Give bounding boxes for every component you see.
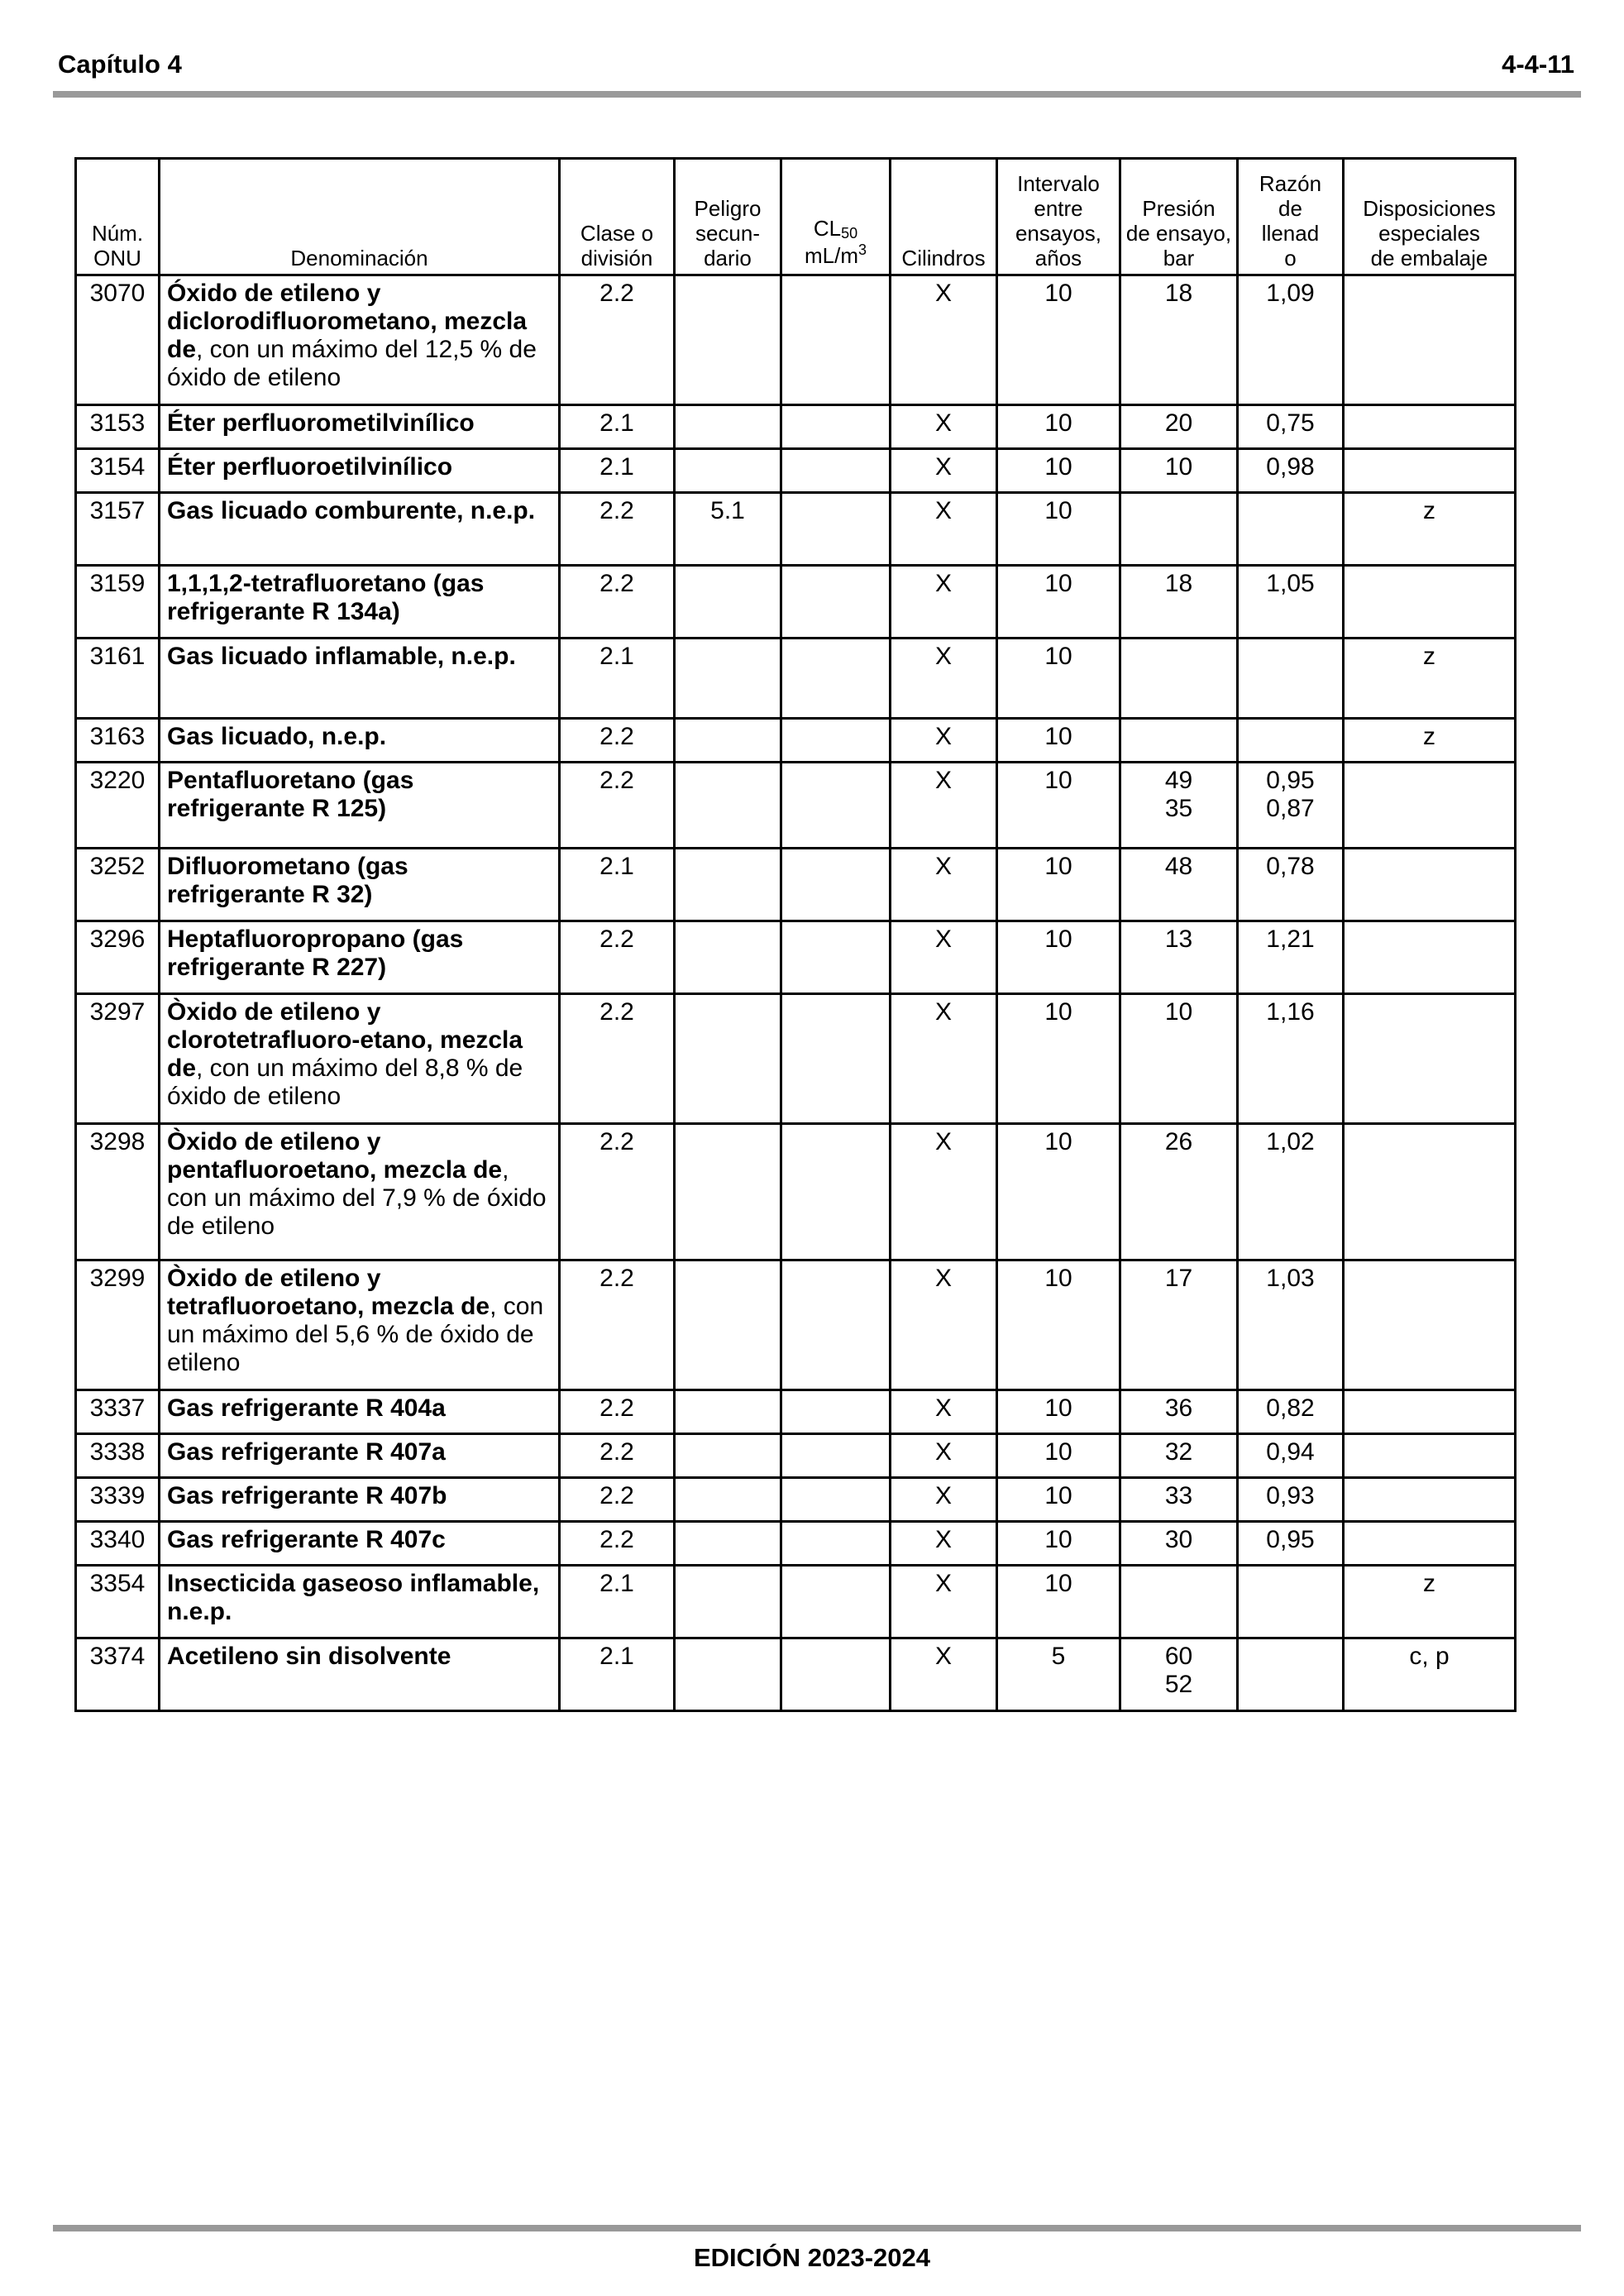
- filling-ratio-cell: 0,75: [1238, 405, 1344, 449]
- lc50-cell: [781, 275, 891, 405]
- special-provisions-cell: [1344, 566, 1516, 639]
- denomination-bold: Òxido de etileno y clorotetrafluoro-etano, mezcla de: [167, 998, 523, 1082]
- denomination-bold: Òxido de etileno y pentafluoroetano, mezcla de: [167, 1128, 503, 1184]
- cl50-subscript: 50: [841, 225, 858, 242]
- lc50-cell: [781, 1434, 891, 1478]
- table-row: [76, 493, 1516, 566]
- class-cell: 2.2: [560, 719, 675, 763]
- subsidiary-hazard-cell: [675, 1390, 781, 1434]
- col-header-presion: Presión de ensayo, bar: [1120, 159, 1238, 275]
- filling-ratio-cell: 1,09: [1238, 275, 1344, 405]
- table-row: [76, 405, 1516, 449]
- lc50-cell: [781, 1566, 891, 1638]
- denomination-cell: [160, 1260, 560, 1390]
- test-interval-cell: 10: [997, 1260, 1120, 1390]
- test-pressure-cell: 36: [1120, 1390, 1238, 1434]
- denomination-bold: Gas refrigerante R 407a: [167, 1438, 446, 1466]
- lc50-cell: [781, 1260, 891, 1390]
- denomination-bold: Pentafluoretano (gas refrigerante R 125): [167, 767, 414, 822]
- table-row: [76, 719, 1516, 763]
- gas-table: [74, 157, 1517, 1712]
- test-interval-cell: 10: [997, 719, 1120, 763]
- test-pressure-cell: 26: [1120, 1124, 1238, 1260]
- lc50-cell: [781, 849, 891, 921]
- denomination-bold: Gas licuado comburente, n.e.p.: [167, 497, 536, 524]
- lc50-cell: [781, 1478, 891, 1522]
- denomination-cell: [160, 1124, 560, 1260]
- lc50-cell: [781, 1638, 891, 1711]
- table-row: [76, 763, 1516, 849]
- denomination-cell: [160, 994, 560, 1124]
- special-provisions-cell: [1344, 1390, 1516, 1434]
- cylinders-cell: X: [891, 1390, 997, 1434]
- denomination-cell: [160, 449, 560, 493]
- special-provisions-cell: z: [1344, 639, 1516, 719]
- denomination-cell: [160, 566, 560, 639]
- cylinders-cell: X: [891, 449, 997, 493]
- denomination-rest: , con un máximo del 8,8 % de óxido de etileno: [167, 1055, 523, 1110]
- special-provisions-cell: [1344, 1434, 1516, 1478]
- subsidiary-hazard-cell: [675, 719, 781, 763]
- subsidiary-hazard-cell: [675, 1124, 781, 1260]
- filling-ratio-cell: 0,98: [1238, 449, 1344, 493]
- table-header-row: [76, 159, 1516, 275]
- subsidiary-hazard-cell: [675, 1566, 781, 1638]
- table-body: [76, 275, 1516, 1711]
- denomination-bold: Gas refrigerante R 407b: [167, 1482, 447, 1509]
- test-interval-cell: 10: [997, 994, 1120, 1124]
- un-number-cell: 3354: [76, 1566, 160, 1638]
- denomination-cell: [160, 1638, 560, 1711]
- special-provisions-cell: z: [1344, 719, 1516, 763]
- denomination-cell: [160, 921, 560, 994]
- filling-ratio-cell: 0,93: [1238, 1478, 1344, 1522]
- filling-ratio-cell: 1,16: [1238, 994, 1344, 1124]
- un-number-cell: 3220: [76, 763, 160, 849]
- denomination-cell: [160, 639, 560, 719]
- test-interval-cell: 10: [997, 1478, 1120, 1522]
- col-header-peligro: Peligro secun- dario: [675, 159, 781, 275]
- class-cell: 2.2: [560, 1478, 675, 1522]
- test-pressure-cell: 18: [1120, 566, 1238, 639]
- col-header-razon: Razón de llenad o: [1238, 159, 1344, 275]
- table-row: [76, 1566, 1516, 1638]
- special-provisions-cell: [1344, 449, 1516, 493]
- special-provisions-cell: [1344, 1124, 1516, 1260]
- test-interval-cell: 10: [997, 1434, 1120, 1478]
- special-provisions-cell: c, p: [1344, 1638, 1516, 1711]
- class-cell: 2.1: [560, 405, 675, 449]
- table-row: [76, 994, 1516, 1124]
- filling-ratio-cell: [1238, 1566, 1344, 1638]
- subsidiary-hazard-cell: [675, 921, 781, 994]
- subsidiary-hazard-cell: [675, 849, 781, 921]
- test-interval-cell: 10: [997, 921, 1120, 994]
- special-provisions-cell: [1344, 275, 1516, 405]
- test-pressure-cell: 10: [1120, 994, 1238, 1124]
- subsidiary-hazard-cell: [675, 566, 781, 639]
- filling-ratio-cell: 0,95 0,87: [1238, 763, 1344, 849]
- test-interval-cell: 10: [997, 449, 1120, 493]
- filling-ratio-cell: [1238, 1638, 1344, 1711]
- denomination-rest: , con un máximo del 7,9 % de óxido de etileno: [167, 1156, 547, 1240]
- subsidiary-hazard-cell: [675, 1638, 781, 1711]
- denomination-bold: Gas refrigerante R 407c: [167, 1526, 446, 1553]
- table-row: [76, 1638, 1516, 1711]
- class-cell: 2.1: [560, 849, 675, 921]
- cylinders-cell: X: [891, 719, 997, 763]
- denomination-cell: [160, 1434, 560, 1478]
- test-interval-cell: 10: [997, 275, 1120, 405]
- denomination-rest: , con un máximo del 5,6 % de óxido de etileno: [167, 1293, 544, 1376]
- denomination-bold: Gas refrigerante R 404a: [167, 1394, 446, 1422]
- denomination-cell: [160, 719, 560, 763]
- denomination-bold: 1,1,1,2-tetrafluoretano (gas refrigerante R 134a): [167, 570, 485, 625]
- special-provisions-cell: [1344, 763, 1516, 849]
- test-pressure-cell: 60 52: [1120, 1638, 1238, 1711]
- un-number-cell: 3337: [76, 1390, 160, 1434]
- class-cell: 2.2: [560, 1260, 675, 1390]
- denomination-bold: Éter perfluoroetilvinílico: [167, 453, 453, 481]
- cylinders-cell: X: [891, 1638, 997, 1711]
- test-pressure-cell: 49 35: [1120, 763, 1238, 849]
- test-pressure-cell: 10: [1120, 449, 1238, 493]
- cylinders-cell: X: [891, 405, 997, 449]
- test-pressure-cell: [1120, 639, 1238, 719]
- subsidiary-hazard-cell: [675, 763, 781, 849]
- denomination-cell: [160, 405, 560, 449]
- test-interval-cell: 10: [997, 493, 1120, 566]
- table-row: [76, 1124, 1516, 1260]
- cylinders-cell: X: [891, 1260, 997, 1390]
- test-pressure-cell: 30: [1120, 1522, 1238, 1566]
- filling-ratio-cell: [1238, 493, 1344, 566]
- special-provisions-cell: [1344, 1260, 1516, 1390]
- filling-ratio-cell: [1238, 639, 1344, 719]
- denomination-bold: Òxido de etileno y tetrafluoroetano, mezcla de: [167, 1265, 490, 1320]
- lc50-cell: [781, 994, 891, 1124]
- class-cell: 2.2: [560, 1390, 675, 1434]
- special-provisions-cell: [1344, 994, 1516, 1124]
- un-number-cell: 3070: [76, 275, 160, 405]
- class-cell: 2.1: [560, 639, 675, 719]
- test-interval-cell: 10: [997, 763, 1120, 849]
- col-header-name: Denominación: [160, 159, 560, 275]
- table-row: [76, 566, 1516, 639]
- col-header-num: Núm. ONU: [76, 159, 160, 275]
- cylinders-cell: X: [891, 493, 997, 566]
- filling-ratio-cell: 1,02: [1238, 1124, 1344, 1260]
- subsidiary-hazard-cell: [675, 639, 781, 719]
- test-interval-cell: 5: [997, 1638, 1120, 1711]
- table-row: [76, 275, 1516, 405]
- denomination-bold: Gas licuado, n.e.p.: [167, 723, 387, 750]
- cylinders-cell: X: [891, 1566, 997, 1638]
- special-provisions-cell: [1344, 1522, 1516, 1566]
- denomination-bold: Óxido de etileno y diclorodifluorometano, mezcla de: [167, 280, 528, 363]
- test-interval-cell: 10: [997, 1522, 1120, 1566]
- test-interval-cell: 10: [997, 639, 1120, 719]
- un-number-cell: 3299: [76, 1260, 160, 1390]
- un-number-cell: 3154: [76, 449, 160, 493]
- subsidiary-hazard-cell: [675, 449, 781, 493]
- test-pressure-cell: 48: [1120, 849, 1238, 921]
- lc50-cell: [781, 405, 891, 449]
- lc50-cell: [781, 1522, 891, 1566]
- cylinders-cell: X: [891, 1124, 997, 1260]
- un-number-cell: 3297: [76, 994, 160, 1124]
- denomination-cell: [160, 493, 560, 566]
- lc50-cell: [781, 921, 891, 994]
- test-pressure-cell: 13: [1120, 921, 1238, 994]
- filling-ratio-cell: 0,78: [1238, 849, 1344, 921]
- class-cell: 2.2: [560, 994, 675, 1124]
- test-interval-cell: 10: [997, 566, 1120, 639]
- cylinders-cell: X: [891, 849, 997, 921]
- test-interval-cell: 10: [997, 849, 1120, 921]
- table-row: [76, 1390, 1516, 1434]
- table-row: [76, 1522, 1516, 1566]
- un-number-cell: 3157: [76, 493, 160, 566]
- col-header-cl50: [781, 159, 891, 275]
- test-interval-cell: 10: [997, 1566, 1120, 1638]
- subsidiary-hazard-cell: 5.1: [675, 493, 781, 566]
- test-pressure-cell: 20: [1120, 405, 1238, 449]
- footer-rule: [53, 2225, 1581, 2231]
- class-cell: 2.2: [560, 566, 675, 639]
- chapter-title: Capítulo 4: [58, 50, 182, 79]
- lc50-cell: [781, 566, 891, 639]
- special-provisions-cell: [1344, 921, 1516, 994]
- table-row: [76, 449, 1516, 493]
- col-header-cilindros: Cilindros: [891, 159, 997, 275]
- un-number-cell: 3296: [76, 921, 160, 994]
- class-cell: 2.1: [560, 449, 675, 493]
- cl50-unit: mL/m: [804, 243, 858, 268]
- lc50-cell: [781, 1390, 891, 1434]
- filling-ratio-cell: 0,94: [1238, 1434, 1344, 1478]
- un-number-cell: 3338: [76, 1434, 160, 1478]
- filling-ratio-cell: 1,21: [1238, 921, 1344, 994]
- subsidiary-hazard-cell: [675, 405, 781, 449]
- test-interval-cell: 10: [997, 1124, 1120, 1260]
- class-cell: 2.2: [560, 1522, 675, 1566]
- table-row: [76, 921, 1516, 994]
- denomination-bold: Insecticida gaseoso inflamable, n.e.p.: [167, 1570, 540, 1625]
- denomination-rest: , con un máximo del 12,5 % de óxido de etileno: [167, 336, 537, 391]
- class-cell: 2.2: [560, 1434, 675, 1478]
- cl50-label: CL: [813, 216, 842, 241]
- denomination-cell: [160, 1478, 560, 1522]
- cylinders-cell: X: [891, 639, 997, 719]
- subsidiary-hazard-cell: [675, 994, 781, 1124]
- denomination-bold: Acetileno sin disolvente: [167, 1643, 451, 1670]
- denomination-cell: [160, 1390, 560, 1434]
- denomination-bold: Gas licuado inflamable, n.e.p.: [167, 643, 516, 670]
- denomination-cell: [160, 763, 560, 849]
- special-provisions-cell: [1344, 1478, 1516, 1522]
- test-pressure-cell: 32: [1120, 1434, 1238, 1478]
- denomination-bold: Éter perfluorometilvinílico: [167, 409, 475, 437]
- lc50-cell: [781, 493, 891, 566]
- table-row: [76, 1434, 1516, 1478]
- edition-footer: EDICIÓN 2023-2024: [693, 2243, 931, 2272]
- test-pressure-cell: 17: [1120, 1260, 1238, 1390]
- col-header-disposiciones: Disposiciones especiales de embalaje: [1344, 159, 1516, 275]
- header-rule: [53, 91, 1581, 98]
- subsidiary-hazard-cell: [675, 1522, 781, 1566]
- cylinders-cell: X: [891, 1478, 997, 1522]
- lc50-cell: [781, 1124, 891, 1260]
- test-pressure-cell: [1120, 719, 1238, 763]
- subsidiary-hazard-cell: [675, 1260, 781, 1390]
- subsidiary-hazard-cell: [675, 1434, 781, 1478]
- filling-ratio-cell: 0,82: [1238, 1390, 1344, 1434]
- class-cell: 2.2: [560, 275, 675, 405]
- col-header-intervalo: Intervalo entre ensayos, años: [997, 159, 1120, 275]
- class-cell: 2.1: [560, 1638, 675, 1711]
- cylinders-cell: X: [891, 275, 997, 405]
- page-number: 4-4-11: [1502, 50, 1574, 79]
- col-header-clase: Clase o división: [560, 159, 675, 275]
- un-number-cell: 3163: [76, 719, 160, 763]
- cylinders-cell: X: [891, 763, 997, 849]
- table-row: [76, 1478, 1516, 1522]
- class-cell: 2.1: [560, 1566, 675, 1638]
- lc50-cell: [781, 719, 891, 763]
- subsidiary-hazard-cell: [675, 275, 781, 405]
- denomination-bold: Difluorometano (gas refrigerante R 32): [167, 853, 408, 908]
- special-provisions-cell: [1344, 405, 1516, 449]
- filling-ratio-cell: 1,05: [1238, 566, 1344, 639]
- denomination-cell: [160, 849, 560, 921]
- class-cell: 2.2: [560, 921, 675, 994]
- test-pressure-cell: [1120, 493, 1238, 566]
- lc50-cell: [781, 763, 891, 849]
- cylinders-cell: X: [891, 1522, 997, 1566]
- table-row: [76, 1260, 1516, 1390]
- denomination-cell: [160, 1566, 560, 1638]
- test-pressure-cell: 18: [1120, 275, 1238, 405]
- denomination-cell: [160, 275, 560, 405]
- class-cell: 2.2: [560, 493, 675, 566]
- un-number-cell: 3340: [76, 1522, 160, 1566]
- un-number-cell: 3298: [76, 1124, 160, 1260]
- lc50-cell: [781, 449, 891, 493]
- table-row: [76, 639, 1516, 719]
- filling-ratio-cell: 0,95: [1238, 1522, 1344, 1566]
- un-number-cell: 3159: [76, 566, 160, 639]
- special-provisions-cell: z: [1344, 1566, 1516, 1638]
- test-interval-cell: 10: [997, 405, 1120, 449]
- test-interval-cell: 10: [997, 1390, 1120, 1434]
- lc50-cell: [781, 639, 891, 719]
- class-cell: 2.2: [560, 1124, 675, 1260]
- cl50-unit-exponent: 3: [857, 242, 867, 258]
- filling-ratio-cell: 1,03: [1238, 1260, 1344, 1390]
- un-number-cell: 3374: [76, 1638, 160, 1711]
- test-pressure-cell: 33: [1120, 1478, 1238, 1522]
- filling-ratio-cell: [1238, 719, 1344, 763]
- un-number-cell: 3153: [76, 405, 160, 449]
- un-number-cell: 3252: [76, 849, 160, 921]
- test-pressure-cell: [1120, 1566, 1238, 1638]
- subsidiary-hazard-cell: [675, 1478, 781, 1522]
- special-provisions-cell: z: [1344, 493, 1516, 566]
- class-cell: 2.2: [560, 763, 675, 849]
- table-row: [76, 849, 1516, 921]
- cylinders-cell: X: [891, 566, 997, 639]
- cylinders-cell: X: [891, 921, 997, 994]
- un-number-cell: 3161: [76, 639, 160, 719]
- cylinders-cell: X: [891, 994, 997, 1124]
- special-provisions-cell: [1344, 849, 1516, 921]
- un-number-cell: 3339: [76, 1478, 160, 1522]
- denomination-cell: [160, 1522, 560, 1566]
- denomination-bold: Heptafluoropropano (gas refrigerante R 227): [167, 926, 464, 981]
- cylinders-cell: X: [891, 1434, 997, 1478]
